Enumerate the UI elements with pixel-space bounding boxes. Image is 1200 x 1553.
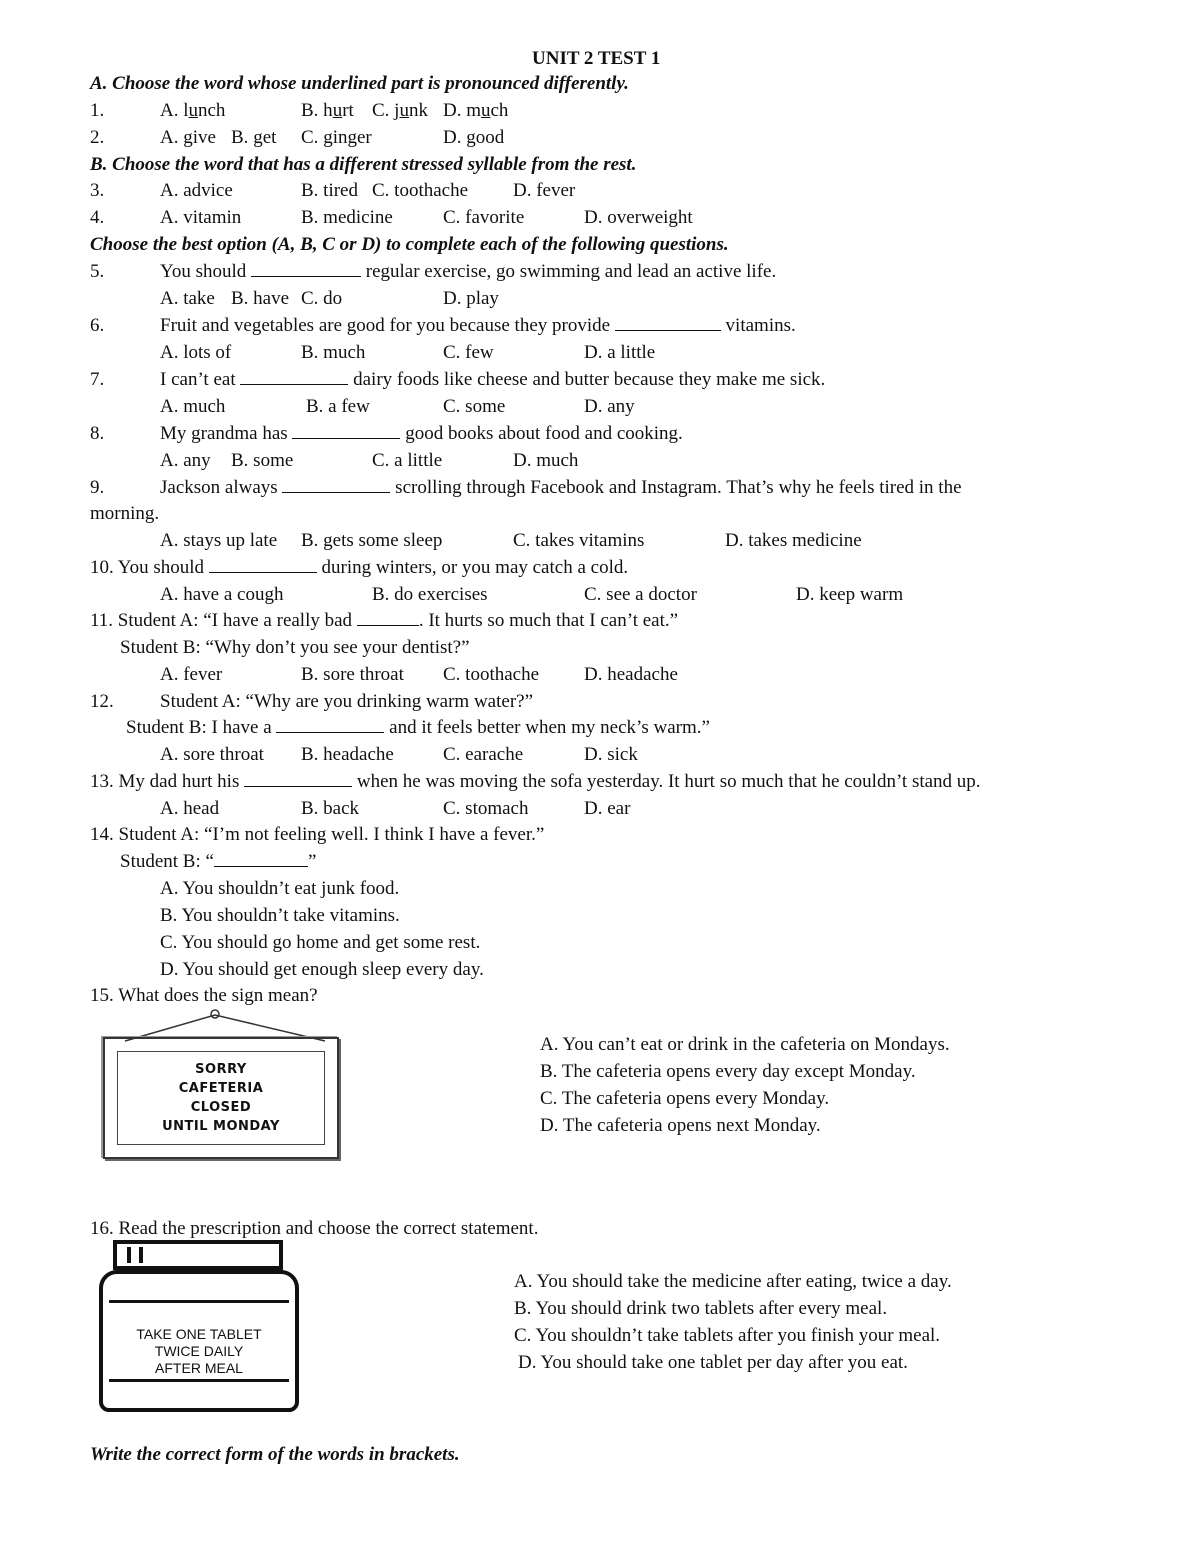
q9-number: 9. <box>90 477 105 498</box>
q16-option-b: B. You should drink two tablets after every meal. <box>514 1298 888 1319</box>
q5-option-b: B. have <box>231 288 290 309</box>
q15-option-d: D. The cafeteria opens next Monday. <box>540 1115 821 1136</box>
q16-question: 16. Read the prescription and choose the correct statement. <box>90 1218 539 1239</box>
q4-number: 4. <box>90 207 105 228</box>
q11-option-a: A. fever <box>160 664 223 685</box>
jar-body <box>99 1270 299 1412</box>
answer-blank <box>240 368 348 385</box>
q6-option-b: B. much <box>301 342 366 363</box>
q8-option-a: A. any <box>160 450 211 471</box>
q8-option-b: B. some <box>231 450 294 471</box>
q14-option-c: C. You should go home and get some rest. <box>160 932 481 953</box>
label-line: TAKE ONE TABLET <box>136 1326 262 1342</box>
q10-stem: 10. You should during winters, or you may catch a cold. <box>90 557 629 578</box>
q3-number: 3. <box>90 180 105 201</box>
q7-option-c: C. some <box>443 396 506 417</box>
q13-stem: 13. My dad hurt his when he was moving the sofa yesterday. It hurt so much that he couldn’t stand up. <box>90 771 981 792</box>
q14-option-b: B. You shouldn’t take vitamins. <box>160 905 400 926</box>
q15-question: 15. What does the sign mean? <box>90 985 318 1006</box>
q5-option-c: C. do <box>301 288 343 309</box>
q8-stem: My grandma has good books about food and cooking. <box>160 423 683 444</box>
q3-option-b: B. tired <box>301 180 358 201</box>
q7-option-d: D. any <box>584 396 635 417</box>
q3-option-a: A. advice <box>160 180 233 201</box>
q13-option-d: D. ear <box>584 798 631 819</box>
answer-blank <box>615 314 721 331</box>
jar-cap <box>113 1240 283 1270</box>
q2-option-d: D. good <box>443 127 505 148</box>
answer-blank <box>357 609 419 626</box>
q4-option-c: C. favorite <box>443 207 525 228</box>
q12-option-c: C. earache <box>443 744 524 765</box>
q4-option-b: B. medicine <box>301 207 393 228</box>
cafeteria-sign-image <box>95 1005 350 1165</box>
q14-option-d: D. You should get enough sleep every day. <box>160 959 484 980</box>
medicine-jar-image <box>95 1240 305 1420</box>
q4-option-a: A. vitamin <box>160 207 242 228</box>
q14-option-a: A. You shouldn’t eat junk food. <box>160 878 400 899</box>
jar-label <box>103 1326 295 1377</box>
q3-option-c: C. toothache <box>372 180 469 201</box>
q7-number: 7. <box>90 369 105 390</box>
q12-student-a: Student A: “Why are you drinking warm water?” <box>160 691 534 712</box>
q9-stem-continued: morning. <box>90 503 160 524</box>
q5-option-a: A. take <box>160 288 215 309</box>
q15-option-a: A. You can’t eat or drink in the cafeteria on Mondays. <box>540 1034 950 1055</box>
q2-number: 2. <box>90 127 105 148</box>
section-c-heading: Choose the best option (A, B, C or D) to complete each of the following questions. <box>90 234 729 255</box>
q2-option-a: A. give <box>160 127 216 148</box>
q3-option-d: D. fever <box>513 180 576 201</box>
q6-number: 6. <box>90 315 105 336</box>
section-a-heading: A. Choose the word whose underlined part is pronounced differently. <box>90 73 629 94</box>
sign-line: CLOSED <box>190 1100 252 1115</box>
answer-blank <box>214 850 308 867</box>
q2-option-c: C. ginger <box>301 127 372 148</box>
q12-option-a: A. sore throat <box>160 744 264 765</box>
q8-number: 8. <box>90 423 105 444</box>
sign-line: SORRY <box>195 1062 247 1077</box>
q1-number: 1. <box>90 100 105 121</box>
q9-option-d: D. takes medicine <box>725 530 862 551</box>
q16-option-d: D. You should take one tablet per day after you eat. <box>518 1352 908 1373</box>
q15-option-b: B. The cafeteria opens every day except Monday. <box>540 1061 916 1082</box>
q1-option-a: A. lunch <box>160 100 226 121</box>
q6-option-d: D. a little <box>584 342 656 363</box>
q12-option-b: B. headache <box>301 744 394 765</box>
q14-student-b: Student B: “ ” <box>120 851 317 872</box>
q11-student-b: Student B: “Why don’t you see your dentist?” <box>120 637 470 658</box>
label-line: TWICE DAILY <box>154 1343 244 1359</box>
q4-option-d: D. overweight <box>584 207 693 228</box>
q12-student-b: Student B: I have a and it feels better when my neck’s warm.” <box>126 717 710 738</box>
q5-option-d: D. play <box>443 288 499 309</box>
q1-option-b: B. hurt <box>301 100 354 121</box>
q13-option-a: A. head <box>160 798 220 819</box>
q12-option-d: D. sick <box>584 744 638 765</box>
q16-option-c: C. You shouldn’t take tablets after you finish your meal. <box>514 1325 941 1346</box>
sign-board <box>103 1037 339 1159</box>
q9-option-a: A. stays up late <box>160 530 278 551</box>
q8-option-d: D. much <box>513 450 579 471</box>
q12-number: 12. <box>90 691 114 712</box>
q16-option-a: A. You should take the medicine after eating, twice a day. <box>514 1271 952 1292</box>
q5-number: 5. <box>90 261 105 282</box>
sign-line: CAFETERIA <box>178 1081 264 1096</box>
q5-stem: You should regular exercise, go swimming and lead an active life. <box>160 261 777 282</box>
q7-option-b: B. a few <box>306 396 370 417</box>
section-b-heading: B. Choose the word that has a different stressed syllable from the rest. <box>90 154 637 175</box>
q11-option-c: C. toothache <box>443 664 540 685</box>
q15-option-c: C. The cafeteria opens every Monday. <box>540 1088 830 1109</box>
page-title: UNIT 2 TEST 1 <box>532 48 661 69</box>
answer-blank <box>282 476 390 493</box>
answer-blank <box>244 770 352 787</box>
q14-student-a: 14. Student A: “I’m not feeling well. I think I have a fever.” <box>90 824 545 845</box>
q10-option-c: C. see a doctor <box>584 584 697 605</box>
q6-option-a: A. lots of <box>160 342 232 363</box>
label-line: AFTER MEAL <box>155 1360 243 1376</box>
answer-blank <box>251 260 361 277</box>
q1-option-d: D. much <box>443 100 509 121</box>
sign-line: UNTIL MONDAY <box>162 1119 280 1134</box>
q11-option-b: B. sore throat <box>301 664 404 685</box>
q8-option-c: C. a little <box>372 450 443 471</box>
answer-blank <box>209 556 317 573</box>
q1-option-c: C. junk <box>372 100 428 121</box>
q6-stem: Fruit and vegetables are good for you because they provide vitamins. <box>160 315 796 336</box>
answer-blank <box>292 422 400 439</box>
q13-option-b: B. back <box>301 798 360 819</box>
section-d-heading: Write the correct form of the words in brackets. <box>90 1444 460 1465</box>
answer-blank <box>276 716 384 733</box>
q11-option-d: D. headache <box>584 664 678 685</box>
q6-option-c: C. few <box>443 342 494 363</box>
q7-stem: I can’t eat dairy foods like cheese and butter because they make me sick. <box>160 369 826 390</box>
q10-option-d: D. keep warm <box>796 584 904 605</box>
q9-option-c: C. takes vitamins <box>513 530 645 551</box>
q11-stem: 11. Student A: “I have a really bad . It hurts so much that I can’t eat.” <box>90 610 679 631</box>
q13-option-c: C. stomach <box>443 798 529 819</box>
q7-option-a: A. much <box>160 396 226 417</box>
q10-option-a: A. have a cough <box>160 584 284 605</box>
q9-option-b: B. gets some sleep <box>301 530 443 551</box>
q2-option-b: B. get <box>231 127 277 148</box>
q9-stem: Jackson always scrolling through Facebook and Instagram. That’s why he feels tired in the <box>160 477 962 498</box>
q10-option-b: B. do exercises <box>372 584 488 605</box>
